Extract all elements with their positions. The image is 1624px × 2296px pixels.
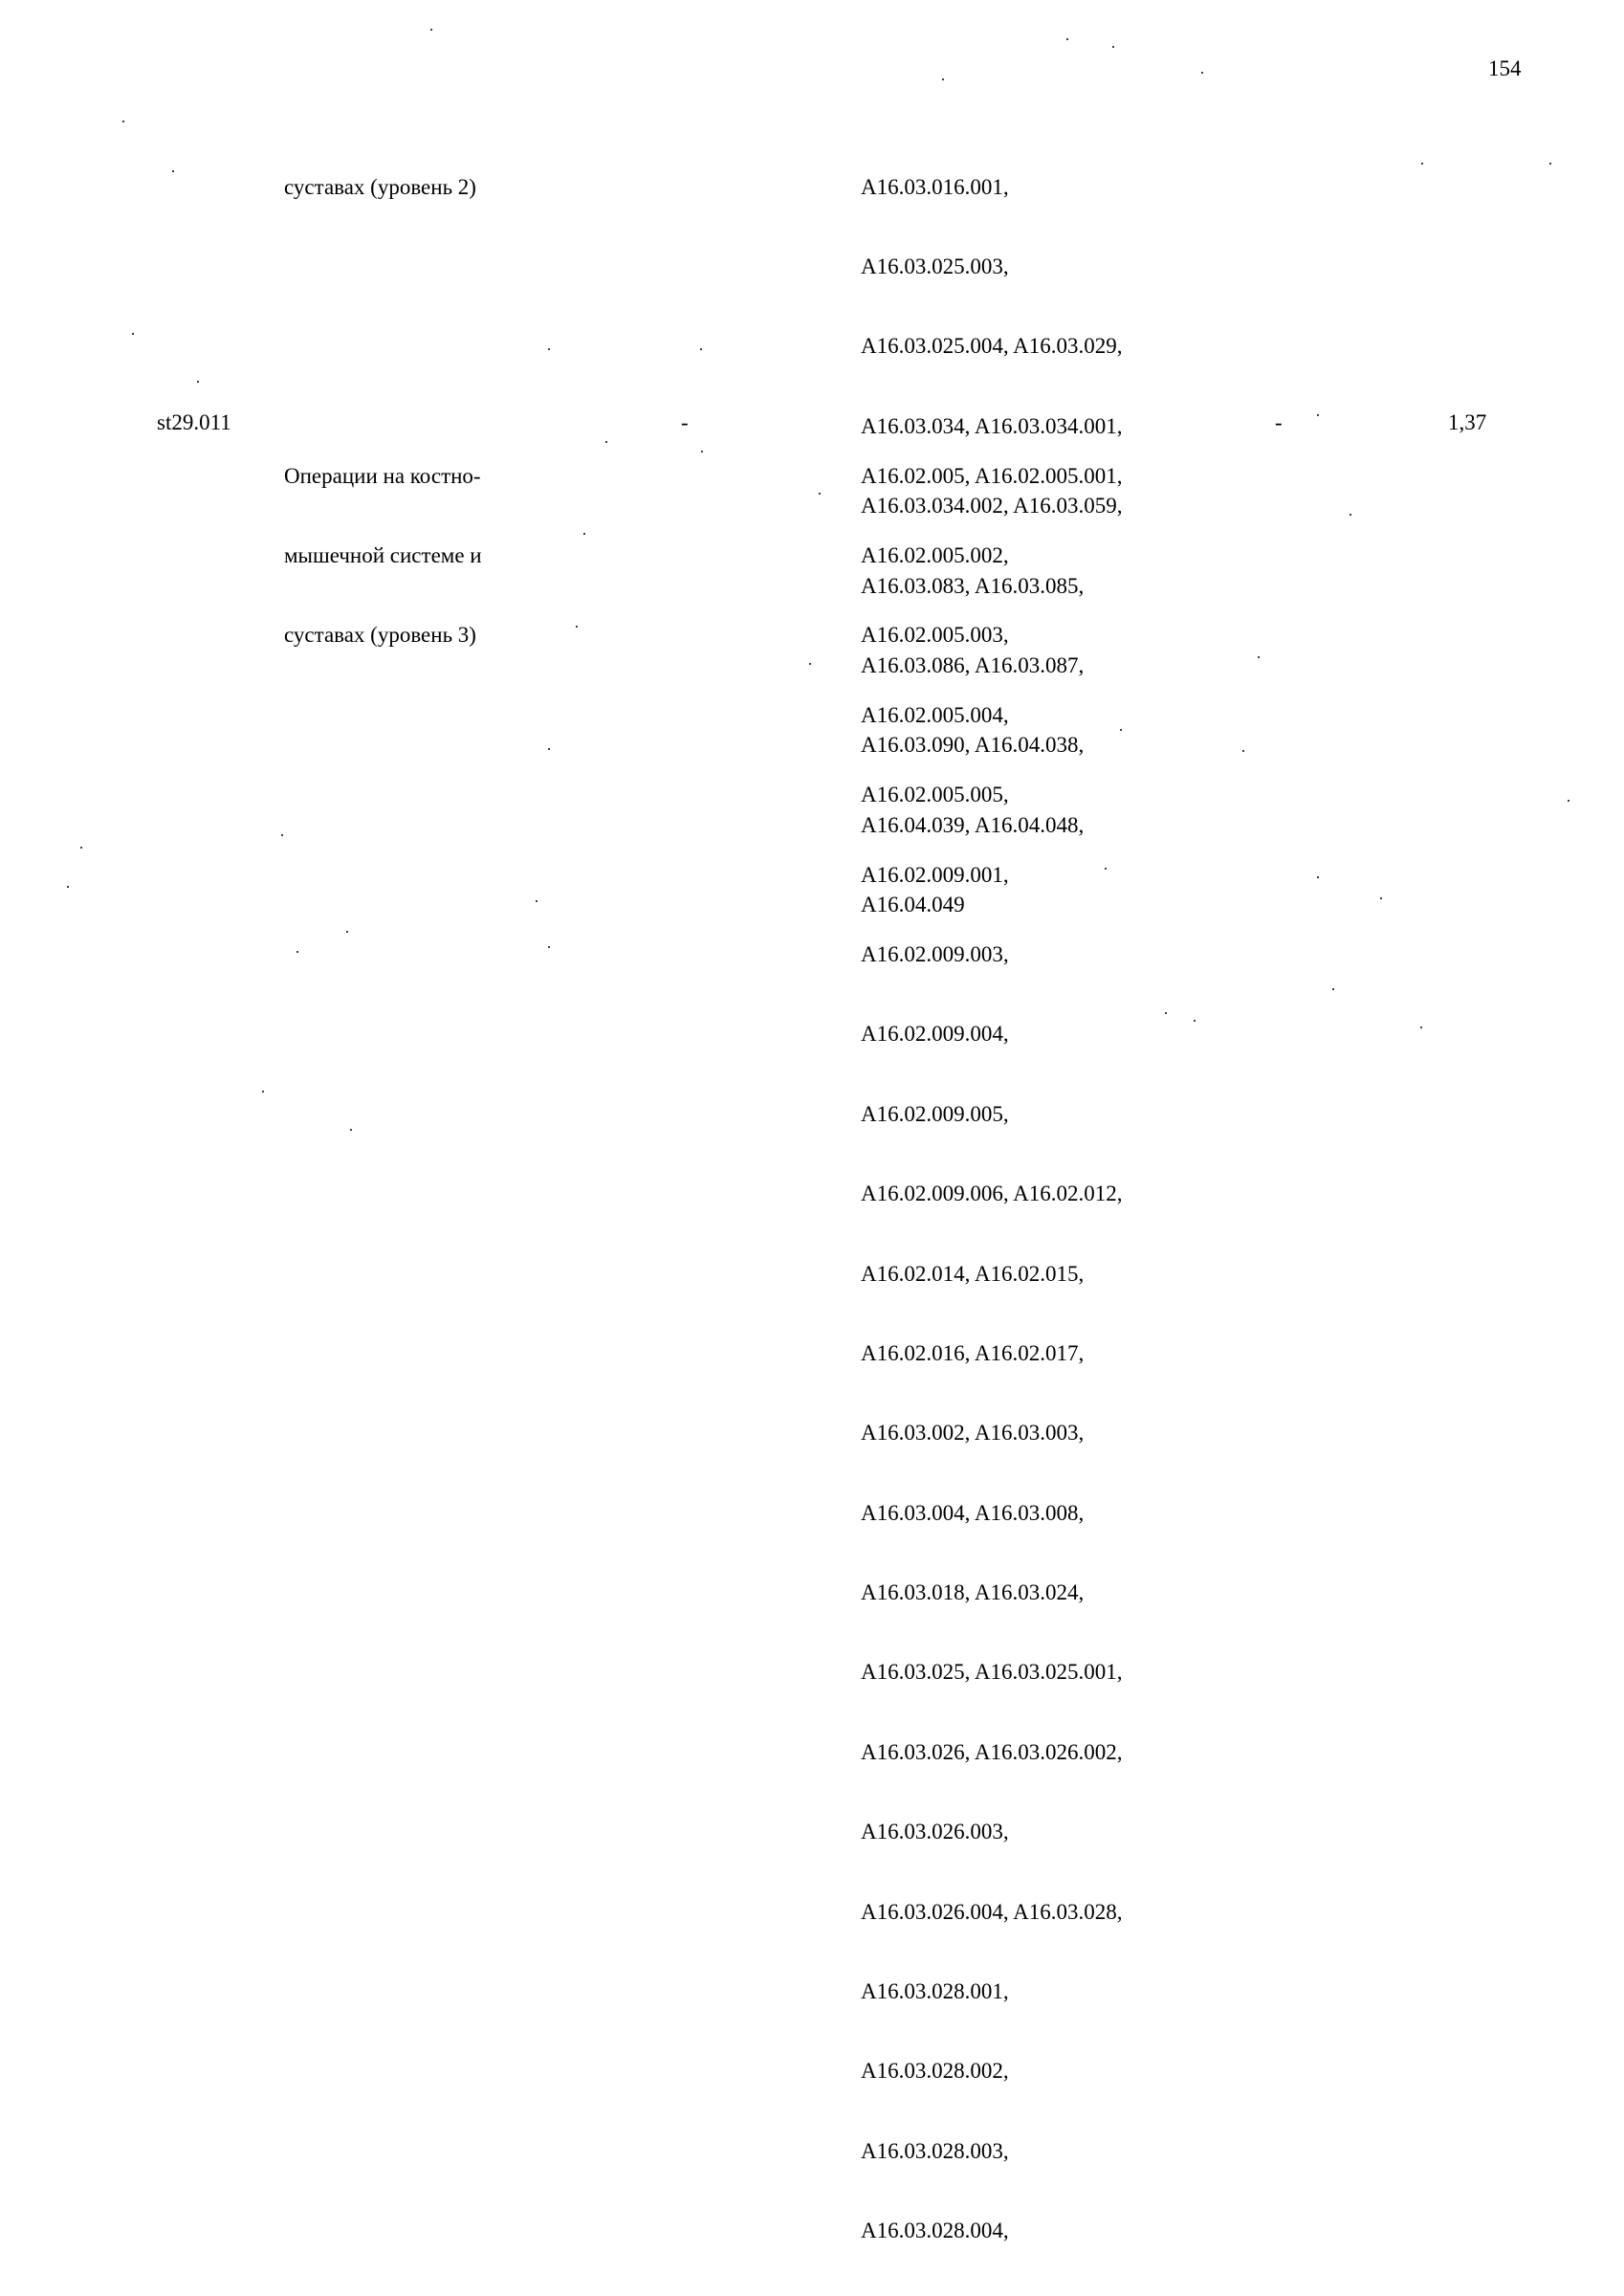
- service-code-line: A16.02.009.005,: [861, 1101, 1009, 1126]
- service-code-line: A16.02.009.006, A16.02.012,: [861, 1181, 1123, 1206]
- coefficient: 1,37: [1448, 410, 1487, 434]
- ksg-name-line: суставах (уровень 3): [284, 623, 476, 648]
- ksg-name-line: суставах (уровень 2): [284, 174, 476, 199]
- scan-speck: [1317, 876, 1319, 878]
- scan-speck: [67, 886, 69, 888]
- scan-speck: [296, 951, 298, 953]
- scan-speck: [576, 626, 578, 628]
- scan-speck: [548, 748, 550, 750]
- service-code-line: A16.03.028.003,: [861, 2138, 1009, 2163]
- service-code-line: A16.03.025.003,: [861, 254, 1009, 278]
- service-code-line: A16.02.005.003,: [861, 623, 1009, 648]
- service-code-line: A16.03.025, A16.03.025.001,: [861, 1660, 1123, 1685]
- ksg-name-line: мышечной системе и: [284, 542, 482, 567]
- scan-speck: [172, 170, 174, 172]
- scan-speck: [1568, 800, 1569, 802]
- service-code-line: A16.02.005.002,: [861, 542, 1009, 567]
- ksg-name: [284, 409, 482, 702]
- service-code-line: A16.03.028.004,: [861, 2219, 1009, 2243]
- scan-speck: [1317, 414, 1319, 416]
- service-code-line: A16.02.005.005,: [861, 783, 1009, 807]
- service-code-line: A16.03.004, A16.03.008,: [861, 1500, 1085, 1525]
- service-code-line: A16.03.028.001,: [861, 1979, 1009, 2004]
- scan-speck: [132, 333, 134, 335]
- service-code-line: A16.02.005, A16.02.005.001,: [861, 463, 1123, 488]
- service-code-line: A16.03.086, A16.03.087,: [861, 652, 1085, 677]
- service-code-line: A16.03.028.002,: [861, 2059, 1009, 2084]
- service-code-line: A16.03.018, A16.03.024,: [861, 1580, 1085, 1605]
- service-code-line: A16.03.083, A16.03.085,: [861, 573, 1085, 598]
- scan-speck: [1242, 750, 1244, 752]
- scan-speck: [1105, 868, 1107, 870]
- scan-speck: [350, 1129, 352, 1131]
- dash-cell: -: [681, 410, 689, 434]
- scan-speck: [122, 121, 124, 122]
- scan-speck: [346, 931, 348, 933]
- service-code-line: A16.03.016.001,: [861, 174, 1009, 199]
- scan-speck: [1165, 1012, 1167, 1014]
- service-code-line: A16.03.034, A16.03.034.001,: [861, 413, 1123, 438]
- service-code-line: A16.03.026, A16.03.026.002,: [861, 1739, 1123, 1764]
- service-code-line: A16.04.049: [861, 893, 965, 917]
- service-code-line: A16.02.014, A16.02.015,: [861, 1261, 1085, 1286]
- scan-speck: [1201, 72, 1203, 74]
- service-code-line: A16.02.009.001,: [861, 862, 1009, 887]
- scan-speck: [701, 451, 703, 453]
- scan-speck: [548, 348, 550, 350]
- scan-speck: [1549, 163, 1551, 165]
- scan-speck: [819, 493, 821, 495]
- scan-speck: [548, 946, 550, 948]
- page-number: 154: [1488, 56, 1522, 80]
- service-code-line: A16.03.090, A16.04.038,: [861, 733, 1085, 758]
- scan-speck: [1350, 514, 1351, 516]
- scan-speck: [197, 381, 199, 383]
- scan-speck: [809, 663, 811, 665]
- service-code-line: A16.04.039, A16.04.048,: [861, 812, 1085, 837]
- scan-speck: [430, 29, 432, 31]
- scan-speck: [80, 847, 82, 849]
- scan-speck: [536, 900, 538, 902]
- service-code-line: A16.02.005.004,: [861, 702, 1009, 727]
- service-code-line: A16.03.026.004, A16.03.028,: [861, 1899, 1123, 1924]
- dash-cell: -: [1275, 410, 1283, 434]
- scan-speck: [1258, 656, 1260, 658]
- scan-speck: [1421, 163, 1423, 165]
- scan-speck: [262, 1091, 264, 1093]
- scan-speck: [1194, 1020, 1196, 1022]
- scan-speck: [281, 834, 283, 836]
- scan-speck: [700, 348, 702, 350]
- service-code-line: A16.02.016, A16.02.017,: [861, 1340, 1085, 1365]
- scan-speck: [1066, 38, 1068, 40]
- service-codes: [861, 409, 1122, 2296]
- ksg-name: [284, 121, 476, 254]
- scan-speck: [605, 441, 607, 443]
- scan-speck: [1332, 988, 1334, 990]
- scan-speck: [1380, 897, 1382, 899]
- scan-speck: [1420, 1027, 1422, 1028]
- scan-speck: [1120, 729, 1122, 731]
- ksg-name-line: Операции на костно-: [284, 463, 481, 488]
- scan-speck: [1112, 46, 1114, 48]
- service-code-line: A16.03.026.003,: [861, 1820, 1009, 1844]
- ksg-code: st29.011: [157, 410, 231, 434]
- service-code-line: A16.03.025.004, A16.03.029,: [861, 334, 1123, 359]
- service-code-line: A16.03.002, A16.03.003,: [861, 1421, 1085, 1446]
- service-code-line: A16.02.009.003,: [861, 941, 1009, 966]
- service-code-line: A16.03.034.002, A16.03.059,: [861, 494, 1123, 519]
- scan-speck: [583, 533, 585, 535]
- service-code-line: A16.02.009.004,: [861, 1022, 1009, 1047]
- scan-speck: [942, 78, 944, 80]
